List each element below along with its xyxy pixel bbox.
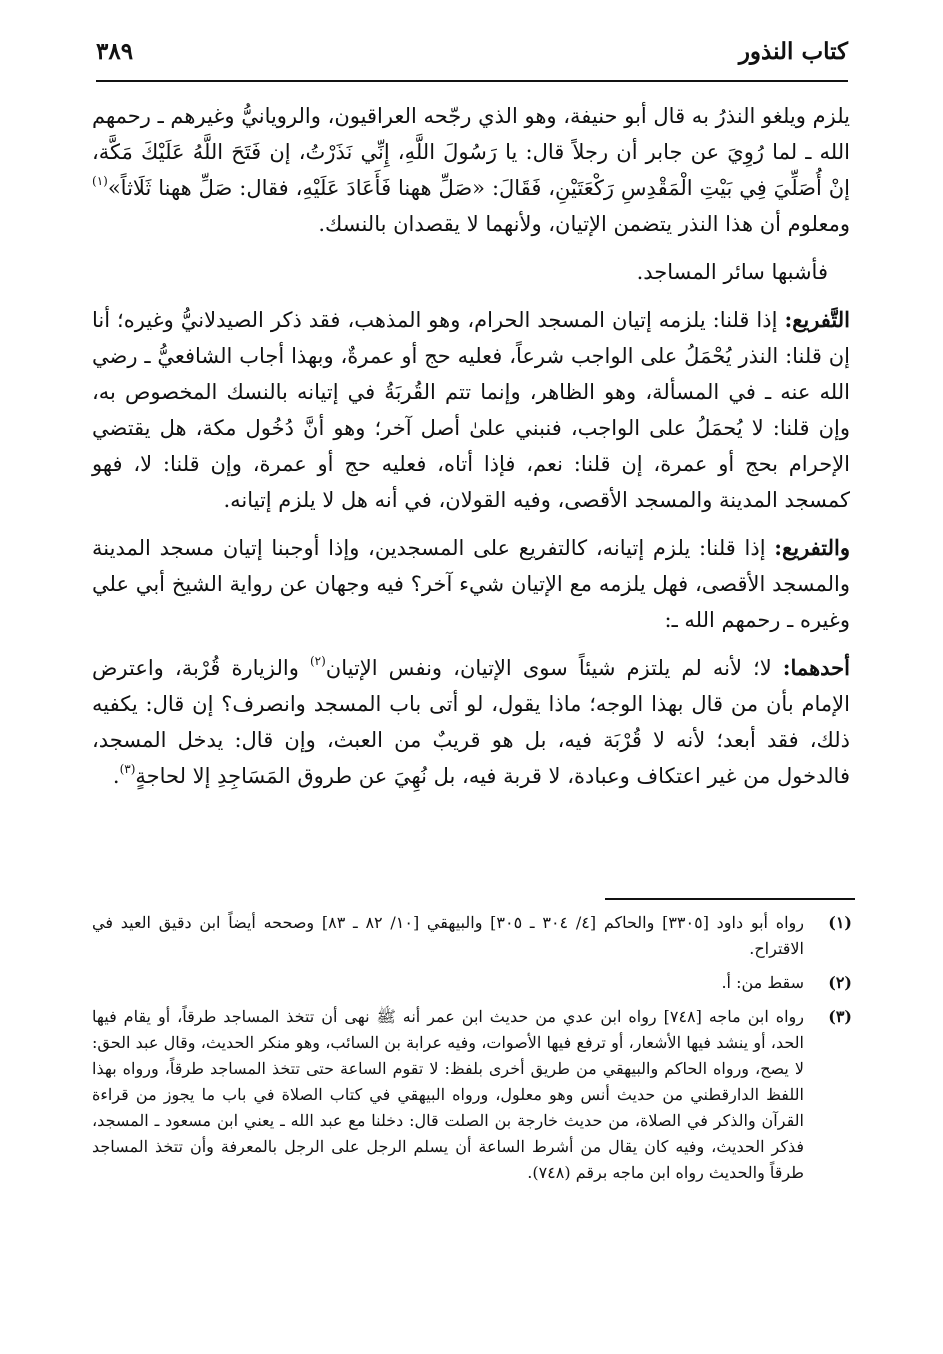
paragraph <box>92 530 850 638</box>
footnote-text: رواه ابن ماجه [٧٤٨] رواه ابن عدي من حديث ابن عمر أنه ﷺ نهى أن تتخذ المساجد طرقاً، أو يقام فيها الحد، أو ينشد فيها الأشعار، أو ترفع فيها الأصوات، وفيه عرابة بن السائب، وهو منكر الحديث، وقال عبد الحق: لا يصح، ورواه الحاكم والبيهقي من طريق أخرى بلفظ: لا تقوم الساعة حتى تتخذ المساجد طرقاً، ورواه بهذا اللفظ الدارقطني من حديث أنس وهو معلول، ورواه البيهقي في كتاب الصلاة في باب ما يجوز من قراءة القرآن والذكر في الصلاة، من حديث خارجة بن الصلت قال: دخلنا مع عبد الله ـ يعني ابن مسعود ـ المسجد، فذكر الحديث، وفيه كان يقال من أشرط الساعة أن يسلم الرجل على الرجل بالمعرفة وأن تتخذ المساجد طرقاً والحديث رواه ابن ماجه برقم (٧٤٨). <box>92 1007 804 1182</box>
paragraph-text: إذا قلنا: يلزمه إتيان المسجد الحرام، وهو المذهب، فقد ذكر الصيدلانيُّ وغيره؛ أنا إن قلنا: النذر يُحْمَلُ على الواجب شرعاً، فعليه حج أو عمرةٌ، وبهذا أجاب الشافعيُّ ـ رضي الله عنه ـ في المسألة، وهو الظاهر، وإنما تتم القُربَةُ في إتيانه بالنسك المخصوص به، وإن قلنا: لا يُحمَلُ على الواجب، فنبني علىٰ أصل آخر؛ وهو أنَّ دُخُول مكة، هل يقتضي الإحرام بحج أو عمرة، إن قلنا: نعم، فإذا أتاه، فعليه حج أو عمرة، وإن قلنا: لا، فهو كمسجد المدينة والمسجد الأقصى، وفيه القولان، في أنه هل لا يلزم إتيانه. <box>92 308 850 512</box>
footnote <box>92 970 852 996</box>
header-divider <box>96 80 848 82</box>
footnote-number: (٢) <box>828 973 852 992</box>
paragraph-lead: والتفريع: <box>774 535 850 560</box>
book-title: كتاب النذور <box>738 38 848 65</box>
paragraph-lead: أحدهما: <box>782 655 850 680</box>
paragraph <box>92 650 850 794</box>
paragraph-text: ومعلوم أن هذا النذر يتضمن الإتيان، ولأنهما لا يقصدان بالنسك. <box>318 212 850 236</box>
page-number: ٣٨٩ <box>96 38 134 65</box>
paragraph-text: فأشبها سائر المساجد. <box>636 260 828 284</box>
footnote-divider <box>605 898 855 900</box>
footnote-number: (٣) <box>828 1007 852 1026</box>
main-text <box>92 98 850 806</box>
footnote-text: رواه أبو داود [٣٣٠٥] والحاكم [٤/ ٣٠٤ ـ ٣٠٥] والبيهقي [١٠/ ٨٢ ـ ٨٣] وصححه أيضاً ابن دقيق العيد في الاقتراح. <box>92 913 805 958</box>
footnote <box>92 1004 852 1186</box>
paragraph-text: يلزم ويلغو النذرُ به قال أبو حنيفة، وهو الذي رجّحه العراقيون، والرويانيُّ وغيرهم ـ رحمهم الله ـ لما رُوِيَ عن جابر أن رجلاً قال: يا رَسُولَ اللَّهِ، إِنِّي نَذَرْتُ، إن فَتَحَ اللَّهُ عَلَيْكَ مَكَّة، إنْ أُصَلِّيَ فِي بَيْتِ الْمَقْدِسِ رَكْعَتَيْنِ، فَقَالَ: «صَلِّ ههنا فَأَعَادَ عَلَيْهِ، فقال: صَلِّ ههنا ثَلَاثاً» <box>92 104 850 200</box>
paragraph-text: والزيارة قُرْبة، واعترض الإمام بأن من قال بهذا الوجه؛ ماذا يقول، لو أتى باب المسجد وانصرف؟ إن قال: يكفيه ذلك، فقد أبعد؛ لأنه لا قُرْبَة فيه، بل هو قريبٌ من العبث، وإن قال: يدخل المسجد، فالدخول من غير اعتكاف وعبادة، لا قربة فيه، بل نُهِيَ عن طروق المَسَاجِدِ إلا لحاجةٍ <box>92 656 850 788</box>
footnote-number: (١) <box>828 913 852 932</box>
paragraph-text: إذا قلنا: يلزم إتيانه، كالتفريع على المسجدين، وإذا أوجبنا إتيان مسجد المدينة والمسجد الأقصى، فهل يلزمه مع الإتيان شيء آخر؟ فيه وجهان عن رواية الشيخ أبي علي وغيره ـ رحمهم الله ـ: <box>92 536 850 632</box>
footnotes <box>92 910 852 1194</box>
paragraph <box>92 98 850 242</box>
paragraph-text: . <box>112 764 120 788</box>
footnote-ref: (٣) <box>119 762 136 776</box>
paragraph-lead: التَّفريع: <box>784 307 850 332</box>
footnote-text: سقط من: أ. <box>721 973 804 992</box>
footnote-ref: (١) <box>92 174 108 188</box>
footnote-ref: (٢) <box>309 654 326 668</box>
running-header <box>96 34 848 74</box>
footnote <box>92 910 852 962</box>
paragraph <box>92 302 850 518</box>
paragraph <box>92 254 850 290</box>
paragraph-text: لا؛ لأنه لم يلتزم شيئاً سوى الإتيان، ونفس الإتيان <box>325 656 783 680</box>
